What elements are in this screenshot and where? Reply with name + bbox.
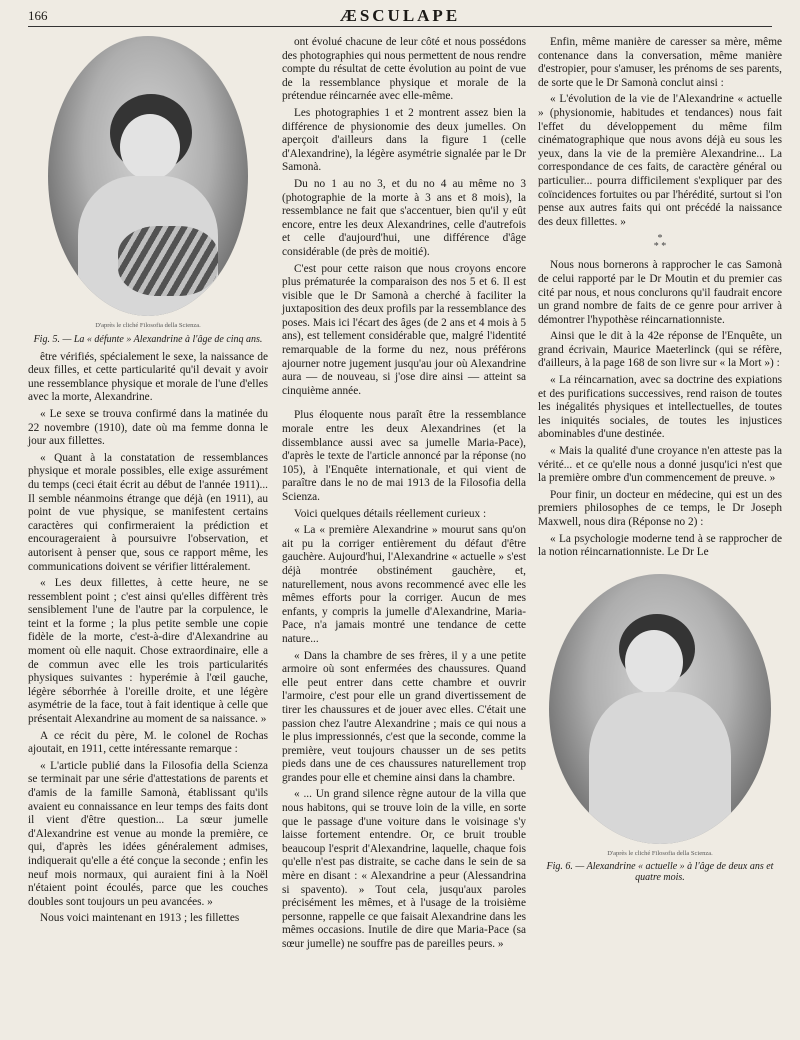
- paragraph: « La « première Alexandrine » mourut sans qu'on ait pu la corriger entièrement du défaut d'être gauchère. Aujourd'hui, l'Alexandrine « actuelle » s'est déjà montrée obstinément gauchère, et, naturellement, nous avons recommencé avec elle les mêmes efforts pour la corriger. Aucun de mes enfants, y compris la jumelle d'Alexandrine, Maria-Pace, n'a jamais montré une tendance de cette nature...: [282, 524, 526, 646]
- paragraph: « Mais la qualité d'une croyance n'en atteste pas la vérité... et ce qu'elle nous a donné jusqu'ici n'est que la première ombre d'un commencement de preuve. »: [538, 445, 782, 486]
- paragraph: « ... Un grand silence règne autour de la villa que nous habitons, qui se trouve loin de la ville, en sorte que le passage d'une voiture dans le voisinage s'y laisse fortement entendre. Or, ce bruit trouble beaucoup l'esprit d'Alexandrine, laquelle, chaque fois qu'elle n'est pas distraite, se cache dans le sein de sa mère en disant : « Alexandrine a peur (Alessandrina si spavento). » Tout cela, jusqu'aux paroles précisément les mêmes, et à l'usage de la troisième personne, rappelle ce que faisait Alexandrine dans les mêmes occasions. Inutile de dire que Maria-Pace (sa sœur jumelle) ne souffre pas de pareilles peurs. »: [282, 788, 526, 951]
- paragraph: Nous voici maintenant en 1913 ; les fillettes: [40, 912, 240, 925]
- column-1: [28, 36, 268, 929]
- figure-6-credit: D'après le cliché Filosofia della Scienza.: [607, 849, 713, 857]
- paragraph: C'est pour cette raison que nous croyons encore plus prématurée la comparaison des nos 5 et 6. Il est visible que le Dr Samonà a cherché à faciliter la juxtaposition des deux profils par la ressemblance des poses. Mais ici l'écart des âges (de 2 ans et 4 mois à 5 ans), est tellement considérable que, malgré l'identité remarquable de la forme du nez, nous préférons ajourner notre jugement jusqu'au jour où Alexandrine aura — de nouveau, si j'ose dire ainsi — atteint sa cinquième année.: [282, 262, 526, 397]
- paragraph: Les photographies 1 et 2 montrent assez bien la différence de physionomie des deux jumelles. On aperçoit d'ailleurs dans la figure 1 (celle d'Alexandrine), la légère asymétrie signalée par le Dr Samonà.: [282, 106, 526, 174]
- figure-5-credit: D'après le cliché Filosofia della Scienza.: [95, 322, 201, 329]
- paragraph: « L'article publié dans la Filosofia della Scienza se terminait par une série d'attestations de parents et d'amis de la famille Samonà, établissant qu'ils avaient eu connaissance en leur temps des faits dont il vient d'être question... La sœur jumelle d'Alexandrine est venue au monde la première, ce qui, d'après les idées généralement admises, indiquerait qu'elle a été conçue la seconde ; enfin les neuf mois normaux, qui auraient fini à la Noël n'étaient point écoulés, parce que les couches doubles sont toujours un peu avancées. »: [28, 760, 268, 910]
- paragraph: « Dans la chambre de ses frères, il y a une petite armoire où sont enfermées des chaussures. Quand elle peut entrer dans cette chambre et ouvrir l'armoire, c'est pour elle un grand divertissement de tirer les chaussures et de jouer avec elles. C'était une passion chez l'autre Alexandrine ; mais ce qui nous a le plus impressionnés, c'est que la seconde, comme la première, veut toujours chausser un de ses petits pieds dans une de ces chaussures naturellement trop grandes pour elle et chemine ainsi dans la chambre.: [282, 650, 526, 786]
- paragraph: « La réincarnation, avec sa doctrine des expiations et des purifications successives, rend raison de toutes les inégalités physiques et intellectuelles, de toutes les iniquités sociales, de toutes les injustices abominables d'une destinée.: [538, 374, 782, 442]
- paragraph: Enfin, même manière de caresser sa mère, même contenance dans la conversation, même manière d'estropier, pour s'amuser, les prénoms de ses parents, de sorte que le Dr Samonà conclut ainsi :: [538, 36, 782, 89]
- paragraph: « La psychologie moderne tend à se rapprocher de la notion réincarnationniste. Le Dr Le: [538, 533, 782, 560]
- figure-5-caption: Fig. 5. — La « défunte » Alexandrine à l'âge de cinq ans.: [33, 333, 263, 345]
- column-2: [282, 36, 526, 955]
- paragraph: Pour finir, un docteur en médecine, qui est un des premiers philosophes de ce temps, le Dr Joseph Maxwell, nous dira (Réponse no 2) :: [538, 488, 782, 528]
- paragraph: « L'évolution de la vie de l'Alexandrine « actuelle » (physionomie, habitudes et tendances) nous fait l'effet du développement du même film cinématographique que nous avons déjà eu sous les yeux, dans la vie de la première Alexandrine... La correspondance de ces faits, de caractère général ou particulier... pourra difficilement s'expliquer par des coïncidences fortuites ou par l'hérédité, surtout si l'on pense aux autres faits qui ont précédé la naissance des deux fillettes. »: [538, 93, 782, 229]
- figure-6-caption: Fig. 6. — Alexandrine « actuelle » à l'âge de deux ans et quatre mois.: [546, 861, 774, 884]
- paragraph: ont évolué chacune de leur côté et nous possédons des photographies qui nous permettent de nous rendre compte du résultat de cette évolution au point de vue de la ressemblance physique et morale de la prétendue réincarnée avec elle-même.: [282, 36, 526, 103]
- paragraph: Plus éloquente nous paraît être la ressemblance morale entre les deux Alexandrines (et la dissemblance aussi avec sa jumelle Maria-Pace), d'après le texte de l'article annoncé par la réponse (no 105), à l'Enquête internationale, et qui vient de paraître dans le no de mai 1913 de la Filosofia della Scienza.: [282, 409, 526, 503]
- photo-small-girl-seated-icon: [549, 574, 771, 844]
- photo-girl-with-cat-icon: [48, 36, 248, 316]
- figure-6: [538, 574, 782, 884]
- paragraph: « Le sexe se trouva confirmé dans la matinée du 22 novembre (1910), date où ma femme donna le jour aux fillettes.: [28, 408, 268, 449]
- journal-title: ÆSCULAPE: [339, 6, 461, 25]
- asterism-icon: * * *: [653, 233, 667, 253]
- page-number: 166: [28, 8, 48, 23]
- paragraph: Voici quelques détails réellement curieux :: [294, 507, 487, 520]
- paragraph: Ainsi que le dit à la 42e réponse de l'Enquête, un grand écrivain, Maurice Maeterlinck (qui se réfère, d'ailleurs, à la page 168 de son livre sur « la Mort ») :: [538, 330, 782, 370]
- paragraph: Du no 1 au no 3, et du no 4 au même no 3 (photographie de la morte à 3 ans et 8 mois), la ressemblance ne fait que s'accentuer, bien qu'il y eût encore, entre les deux Alexandrines, celle d'autrefois et celle d'aujourd'hui, une différence d'âge considérable (de près de moitié).: [282, 177, 526, 258]
- column-3: [538, 36, 782, 889]
- paragraph: « Quant à la constatation de ressemblances physique et morale possibles, elle exige assurément du temps (ceci était écrit au début de l'année 1911)... Il semble néanmoins étrange que déjà (en 1911), au point de vue physique, se manifestent certains caractères qui confirmeraient la prédiction et encourageraient à poursuivre l'observation, et autorisent à penser que, sous ce rapport même, les communications doivent se vérifier littéralement.: [28, 452, 268, 574]
- paragraph: être vérifiés, spécialement le sexe, la naissance de deux filles, et cette particularité qu'il devait y avoir une ressemblance physique et morale de l'une d'elles avec la morte, Alexandrine.: [28, 350, 268, 404]
- page-header: [28, 6, 772, 27]
- figure-5: [28, 36, 268, 345]
- paragraph: « Les deux fillettes, à cette heure, ne se ressemblent point ; c'est ainsi qu'elles diffèrent très sensiblement l'une de l'autre par la corpulence, le teint et la forme ; la plus petite semble une copie fidèle de la morte, c'est-à-dire d'Alexandrine au moment où elle naquit. Chose extraordinaire, elle a de commun avec elle les trois particularités physiques suivantes : hyperémie à l'œil gauche, légère séborrhée à l'oreille droite, et une légère asymétrie de la face, tout à fait identique à celle que présentait Alexandrine au moment de sa naissance. »: [28, 577, 268, 727]
- paragraph: Nous nous bornerons à rapprocher le cas Samonà de celui rapporté par le Dr Moutin et du premier cas cité par nous, et nous conclurons qu'il faudrait encore un grand nombre de faits de ce genre pour arriver à démontrer l'hypothèse réincarnationniste.: [538, 259, 782, 326]
- paragraph: A ce récit du père, M. le colonel de Rochas ajoutait, en 1911, cette intéressante remarque :: [28, 729, 268, 756]
